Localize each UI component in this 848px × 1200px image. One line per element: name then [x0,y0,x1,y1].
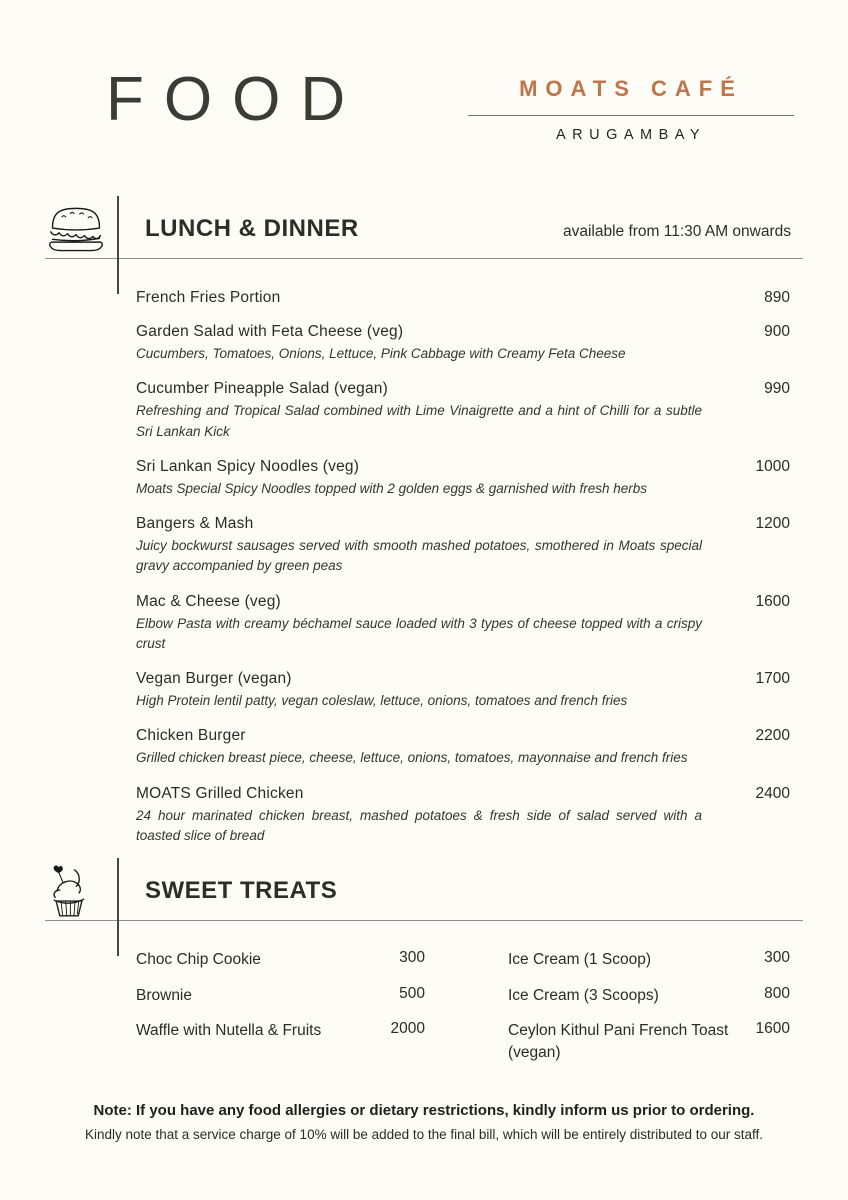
menu-item-row [136,380,790,398]
item-description: Elbow Pasta with creamy béchamel sauce loaded with 3 types of cheese topped with a crispy crust [136,615,702,651]
menu-item [136,670,790,711]
section-rule [45,920,803,921]
item-description: Moats Special Spicy Noodles topped with 2 golden eggs & garnished with fresh herbs [136,480,648,496]
cupcake-icon-svg [46,862,92,920]
lunch-section-title: LUNCH & DINNER [145,215,359,242]
burger-icon [0,203,117,255]
item-price: 300 [764,949,790,966]
menu-item-row [136,593,790,611]
item-name: Ice Cream (3 Scoops) [508,986,659,1004]
burger-icon-svg [46,203,106,255]
sweets-section-title: SWEET TREATS [145,877,338,904]
item-name: MOATS Grilled Chicken [136,784,304,802]
item-price: 1200 [755,515,790,532]
section-divider-line [117,858,119,956]
menu-item-row [136,458,790,476]
item-name: Mac & Cheese (veg) [136,592,281,610]
item-price: 990 [764,380,790,398]
item-price: 300 [399,949,425,966]
lunch-items [136,289,790,846]
item-name: Sri Lankan Spicy Noodles (veg) [136,457,360,475]
item-description: 24 hour marinated chicken breast, mashed potatoes & fresh side of salad served with a toasted slice of bread [136,807,702,843]
item-name: Chicken Burger [136,727,246,745]
menu-item [136,289,790,307]
sweets-grid [136,949,790,1064]
menu-item [136,515,790,577]
item-name: Vegan Burger (vegan) [136,670,292,687]
section-sweet-treats [0,862,848,1064]
section-rule [45,258,803,259]
lunch-section-head [0,200,848,258]
item-name: Ceylon Kithul Pani French Toast (vegan) [508,1022,729,1062]
item-price: 500 [399,984,425,1002]
menu-item [136,593,790,655]
footer-notes [0,1102,848,1142]
sweet-item [508,1020,790,1063]
item-name: Ice Cream (1 Scoop) [508,951,651,968]
item-price: 1700 [755,670,790,687]
sweet-item [136,949,425,971]
sweet-item [508,985,790,1007]
brand-block [468,76,794,143]
item-description: High Protein lentil patty, vegan coleslaw, lettuce, onions, tomatoes and french fries [136,693,628,708]
item-price: 2000 [390,1020,425,1038]
page-title: FOOD [106,65,366,134]
lunch-head-text [117,215,848,243]
sweets-head-text [117,877,848,905]
menu-item [136,727,790,768]
sweet-item [136,1020,425,1042]
item-price: 890 [764,289,790,306]
item-description: Juicy bockwurst sausages served with smooth mashed potatoes, smothered in Moats special gravy accompanied by green peas [136,538,702,574]
menu-item-row [136,670,790,688]
menu-item [136,323,790,364]
item-price: 1000 [755,457,790,475]
item-price: 1600 [755,1020,790,1038]
sweets-section-head [0,862,848,920]
item-name: Waffle with Nutella & Fruits [136,1022,322,1040]
section-lunch-dinner [0,200,848,846]
section-divider-line [117,196,119,294]
cupcake-icon [0,862,117,920]
menu-item-row [136,289,790,307]
item-price: 2400 [755,784,790,802]
item-price: 1600 [755,592,790,610]
item-name: Brownie [136,986,192,1004]
brand-name: MOATS CAFÉ [468,76,794,116]
menu-item [136,458,790,499]
menu-item-row [136,785,790,803]
item-name: Bangers & Mash [136,515,254,532]
item-name: Cucumber Pineapple Salad (vegan) [136,380,388,398]
allergy-note: Note: If you have any food allergies or dietary restrictions, kindly inform us prior to ordering. [93,1101,755,1119]
menu-item-row [136,323,790,341]
menu-item-row [136,727,790,745]
item-name: Garden Salad with Feta Cheese (veg) [136,323,404,340]
item-description: Grilled chicken breast piece, cheese, lettuce, onions, tomatoes, mayonnaise and french fries [136,750,688,766]
sweets-column-left [136,949,425,1064]
menu-item [136,380,790,442]
item-description: Cucumbers, Tomatoes, Onions, Lettuce, Pink Cabbage with Creamy Feta Cheese [136,346,626,361]
sweet-item [136,985,425,1007]
brand-location: ARUGAMBAY [555,127,707,143]
item-name: Choc Chip Cookie [136,951,261,968]
lunch-availability: available from 11:30 AM onwards [562,223,791,240]
menu-header [0,0,848,200]
item-name: French Fries Portion [136,289,281,306]
item-description: Refreshing and Tropical Salad combined with Lime Vinaigrette and a hint of Chilli for a subtle Sri Lankan Kick [136,403,702,439]
sweet-item [508,949,790,971]
menu-item [136,785,790,847]
item-price: 900 [764,323,790,340]
menu-item-row [136,515,790,533]
sweets-column-right [508,949,790,1064]
item-price: 800 [764,984,790,1002]
item-price: 2200 [755,727,790,745]
service-charge-note: Kindly note that a service charge of 10% will be added to the final bill, which will be entirely distributed to our staff. [84,1126,764,1142]
